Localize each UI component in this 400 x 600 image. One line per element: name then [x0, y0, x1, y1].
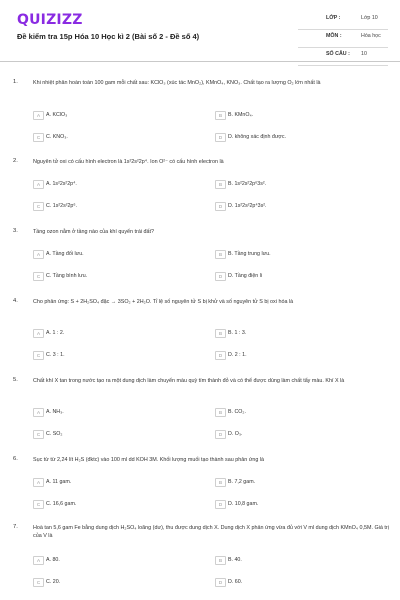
meta-key: SỐ CÂU :	[326, 51, 350, 57]
option-letter-box: C	[33, 202, 44, 211]
option-c[interactable]	[33, 350, 183, 360]
option-text: D. 2 : 1.	[228, 352, 247, 358]
option-text: C. 3 : 1.	[46, 352, 65, 358]
option-letter-box: D	[215, 272, 226, 281]
meta-row-question-count	[298, 48, 388, 66]
option-letter-box: B	[215, 111, 226, 120]
option-c[interactable]	[33, 132, 183, 142]
option-b[interactable]	[215, 110, 365, 120]
option-letter-box: D	[215, 430, 226, 439]
option-b[interactable]	[215, 328, 365, 338]
question-text: Khi nhiệt phân hoàn toàn 100 gam mỗi chất sau: KClO₃ (xúc tác MnO₂), KMnO₄, KNO₃. Chất tạo ra lượng O₂ lớn nhất là	[33, 80, 321, 86]
option-c[interactable]	[33, 271, 183, 281]
option-text: C. KNO₃.	[46, 134, 68, 140]
option-letter-box: C	[33, 351, 44, 360]
option-d[interactable]	[215, 499, 365, 509]
option-text: B. 40.	[228, 557, 242, 563]
option-text: D. 60.	[228, 579, 243, 585]
question-number: 1.	[13, 79, 18, 85]
option-text: A. NH₃.	[46, 409, 64, 415]
option-text: B. 1 : 3.	[228, 330, 247, 336]
option-text: D. 10,8 gam.	[228, 501, 259, 507]
meta-value: 10	[361, 51, 367, 57]
question-text: Sục từ từ 2,24 lít H₂S (đktc) vào 100 ml dd KOH 3M. Khối lượng muối tạo thành sau phản ứng là	[33, 457, 265, 463]
option-d[interactable]	[215, 201, 365, 211]
option-text: B. Tầng trung lưu.	[228, 251, 271, 257]
question-number: 2.	[13, 158, 18, 164]
option-a[interactable]	[33, 249, 183, 259]
question-number: 5.	[13, 377, 18, 383]
meta-key: MÔN :	[326, 33, 342, 39]
option-letter-box: C	[33, 578, 44, 587]
option-c[interactable]	[33, 577, 183, 587]
option-letter-box: A	[33, 329, 44, 338]
option-letter-box: D	[215, 351, 226, 360]
option-b[interactable]	[215, 407, 365, 417]
option-text: D. không xác định được.	[228, 134, 286, 140]
option-a[interactable]	[33, 328, 183, 338]
option-text: C. 1s²2s²2p⁶.	[46, 203, 78, 209]
option-letter-box: A	[33, 250, 44, 259]
worksheet-meta	[298, 12, 388, 66]
option-d[interactable]	[215, 429, 365, 439]
option-b[interactable]	[215, 477, 365, 487]
option-b[interactable]	[215, 249, 365, 259]
option-letter-box: C	[33, 430, 44, 439]
question-text: Nguyên tử oxi có cấu hình electron là 1s²2s²2p⁴. Ion O²⁻ có cấu hình electron là	[33, 159, 224, 165]
option-text: C. 20.	[46, 579, 61, 585]
option-text: D. Tầng điện li	[228, 273, 263, 279]
option-c[interactable]	[33, 499, 183, 509]
option-text: C. 16,6 gam.	[46, 501, 77, 507]
option-letter-box: B	[215, 408, 226, 417]
option-letter-box: A	[33, 180, 44, 189]
option-letter-box: B	[215, 478, 226, 487]
question-text: Chất khí X tan trong nước tạo ra một dung dịch làm chuyển màu quỳ tím thành đỏ và có thể được dùng làm chất tẩy màu. Khí X là	[33, 378, 345, 384]
option-letter-box: B	[215, 556, 226, 565]
option-b[interactable]	[215, 179, 365, 189]
question-number: 7.	[13, 524, 18, 530]
option-c[interactable]	[33, 201, 183, 211]
option-d[interactable]	[215, 132, 365, 142]
meta-value: Hóa học	[361, 33, 381, 39]
option-a[interactable]	[33, 555, 183, 565]
option-letter-box: A	[33, 111, 44, 120]
option-text: B. 1s²2s²2p⁶3s².	[228, 181, 267, 187]
meta-row-class	[298, 12, 388, 30]
meta-value: Lớp 10	[361, 15, 378, 21]
option-a[interactable]	[33, 110, 183, 120]
meta-key: LỚP :	[326, 15, 341, 21]
option-d[interactable]	[215, 350, 365, 360]
option-d[interactable]	[215, 577, 365, 587]
quizizz-logo: QUIZIZZ	[17, 12, 83, 28]
question-text: Cho phản ứng: S + 2H₂SO₄ đặc → 3SO₂ + 2H₂O. Tỉ lệ số nguyên tử S bị khử và số nguyên tử S bị oxi hóa là	[33, 299, 294, 305]
option-text: A. 80.	[46, 557, 60, 563]
option-text: D. O₃.	[228, 431, 243, 437]
option-text: B. 7,2 gam.	[228, 479, 256, 485]
option-text: C. SO₂	[46, 431, 63, 437]
option-letter-box: B	[215, 180, 226, 189]
option-letter-box: A	[33, 408, 44, 417]
option-text: A. Tầng đối lưu.	[46, 251, 84, 257]
option-letter-box: C	[33, 133, 44, 142]
worksheet-title: Đề kiểm tra 15p Hóa 10 Học kì 2 (Bài số 2 - Đề số 4)	[17, 32, 200, 41]
option-d[interactable]	[215, 271, 365, 281]
option-letter-box: D	[215, 578, 226, 587]
option-letter-box: C	[33, 272, 44, 281]
option-text: D. 1s²2s²2p⁴3s².	[228, 203, 267, 209]
option-text: A. 1s²2s²2p⁴.	[46, 181, 77, 187]
option-a[interactable]	[33, 477, 183, 487]
question-text: Hoà tan 5,6 gam Fe bằng dung dịch H₂SO₄ loãng (dư), thu được dung dịch X. Dung dịch X phản ứng vừa đủ với V ml dung dịch KMnO₄ 0,5M. Giá trị của V là	[33, 525, 389, 539]
meta-row-subject	[298, 30, 388, 48]
option-text: A. 11 gam.	[46, 479, 72, 485]
option-text: B. KMnO₄.	[228, 112, 254, 118]
option-b[interactable]	[215, 555, 365, 565]
option-letter-box: D	[215, 133, 226, 142]
option-a[interactable]	[33, 407, 183, 417]
question-number: 4.	[13, 298, 18, 304]
option-letter-box: D	[215, 500, 226, 509]
option-letter-box: D	[215, 202, 226, 211]
option-text: B. CO₂.	[228, 409, 246, 415]
option-letter-box: C	[33, 500, 44, 509]
option-c[interactable]	[33, 429, 183, 439]
option-text: A. KClO₃	[46, 112, 68, 118]
option-letter-box: A	[33, 556, 44, 565]
option-letter-box: A	[33, 478, 44, 487]
header-divider	[0, 61, 400, 62]
option-text: C. Tầng bình lưu.	[46, 273, 88, 279]
option-letter-box: B	[215, 329, 226, 338]
option-text: A. 1 : 2.	[46, 330, 65, 336]
question-text: Tầng ozon nằm ở tầng nào của khí quyển trái đất?	[33, 229, 155, 235]
question-number: 3.	[13, 228, 18, 234]
option-letter-box: B	[215, 250, 226, 259]
option-a[interactable]	[33, 179, 183, 189]
question-number: 6.	[13, 456, 18, 462]
